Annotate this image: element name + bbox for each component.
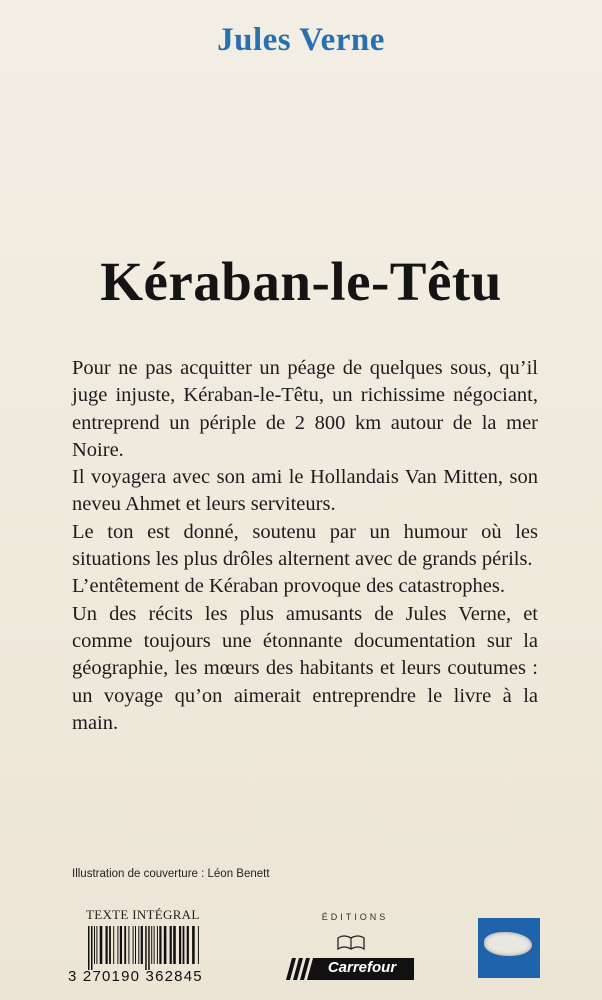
publisher-badge [478, 918, 540, 978]
synopsis-paragraph: Pour ne pas acquitter un péage de quelques sous, qu’il juge injuste, Kéraban-le-Têtu, un richissime négociant, entreprend un périple de 2 800 km autour de la mer Noire. [72, 357, 538, 461]
badge-emblem-icon [484, 932, 532, 956]
synopsis-paragraph: L’entêtement de Kéraban provoque des catastrophes. [72, 575, 505, 598]
barcode-bar [170, 926, 172, 964]
synopsis [72, 355, 538, 737]
barcode-bar [133, 926, 134, 964]
barcode-bar [183, 926, 185, 964]
book-title: Kéraban-le-Têtu [100, 251, 502, 312]
barcode-bar [135, 926, 136, 964]
open-book-icon [336, 932, 366, 952]
barcode-number: 3 270190 362845 [68, 968, 203, 985]
barcode-bar [100, 926, 103, 964]
barcode-bar [154, 926, 155, 964]
synopsis-paragraph: Il voyagera avec son ami le Hollandais Van Mitten, son neveu Ahmet et leurs serviteurs. [72, 466, 538, 516]
author-name: Jules Verne [217, 22, 385, 58]
barcode-bar [88, 926, 90, 970]
barcode-bars [86, 926, 252, 970]
barcode-bar [113, 926, 114, 964]
publisher-name: Carrefour [327, 959, 397, 976]
barcode-bar [157, 926, 158, 964]
barcode-bar [91, 926, 93, 970]
barcode-bar [96, 926, 97, 964]
barcode-bar [124, 926, 126, 964]
synopsis-paragraph: Un des récits les plus amusants de Jules Verne, et comme toujours une étonnante documentation sur la géographie, les mœurs des habitants et leurs coutumes : un voyage qu’on aimerait entreprendre le livre à la main. [72, 602, 538, 734]
barcode-bar [141, 926, 143, 964]
barcode-bar [173, 926, 176, 964]
barcode-bar [198, 926, 199, 964]
illustration-credit: Illustration de couverture : Léon Benett [72, 868, 270, 880]
barcode-bar [117, 926, 118, 964]
barcode-bar [179, 926, 181, 964]
barcode-bar [94, 926, 95, 964]
barcode-bar [192, 926, 195, 964]
barcode-bar [120, 926, 122, 964]
barcode-bar [151, 926, 152, 964]
barcode-bar [106, 926, 108, 964]
barcode-bar [187, 926, 189, 964]
synopsis-paragraph: Le ton est donné, soutenu par un humour où les situations les plus drôles alternent avec de grands périls. [72, 520, 538, 571]
barcode-bar [164, 926, 167, 964]
barcode-bar [145, 926, 147, 970]
publisher-logo [282, 912, 422, 988]
texte-integral-label: TEXTE INTÉGRAL [86, 907, 200, 922]
barcode-bar [148, 926, 150, 970]
editions-label: ÉDITIONS [321, 912, 389, 922]
barcode-bar [128, 926, 129, 964]
barcode-bar [138, 926, 139, 964]
barcode-bar [109, 926, 111, 964]
barcode-bar [159, 926, 161, 964]
